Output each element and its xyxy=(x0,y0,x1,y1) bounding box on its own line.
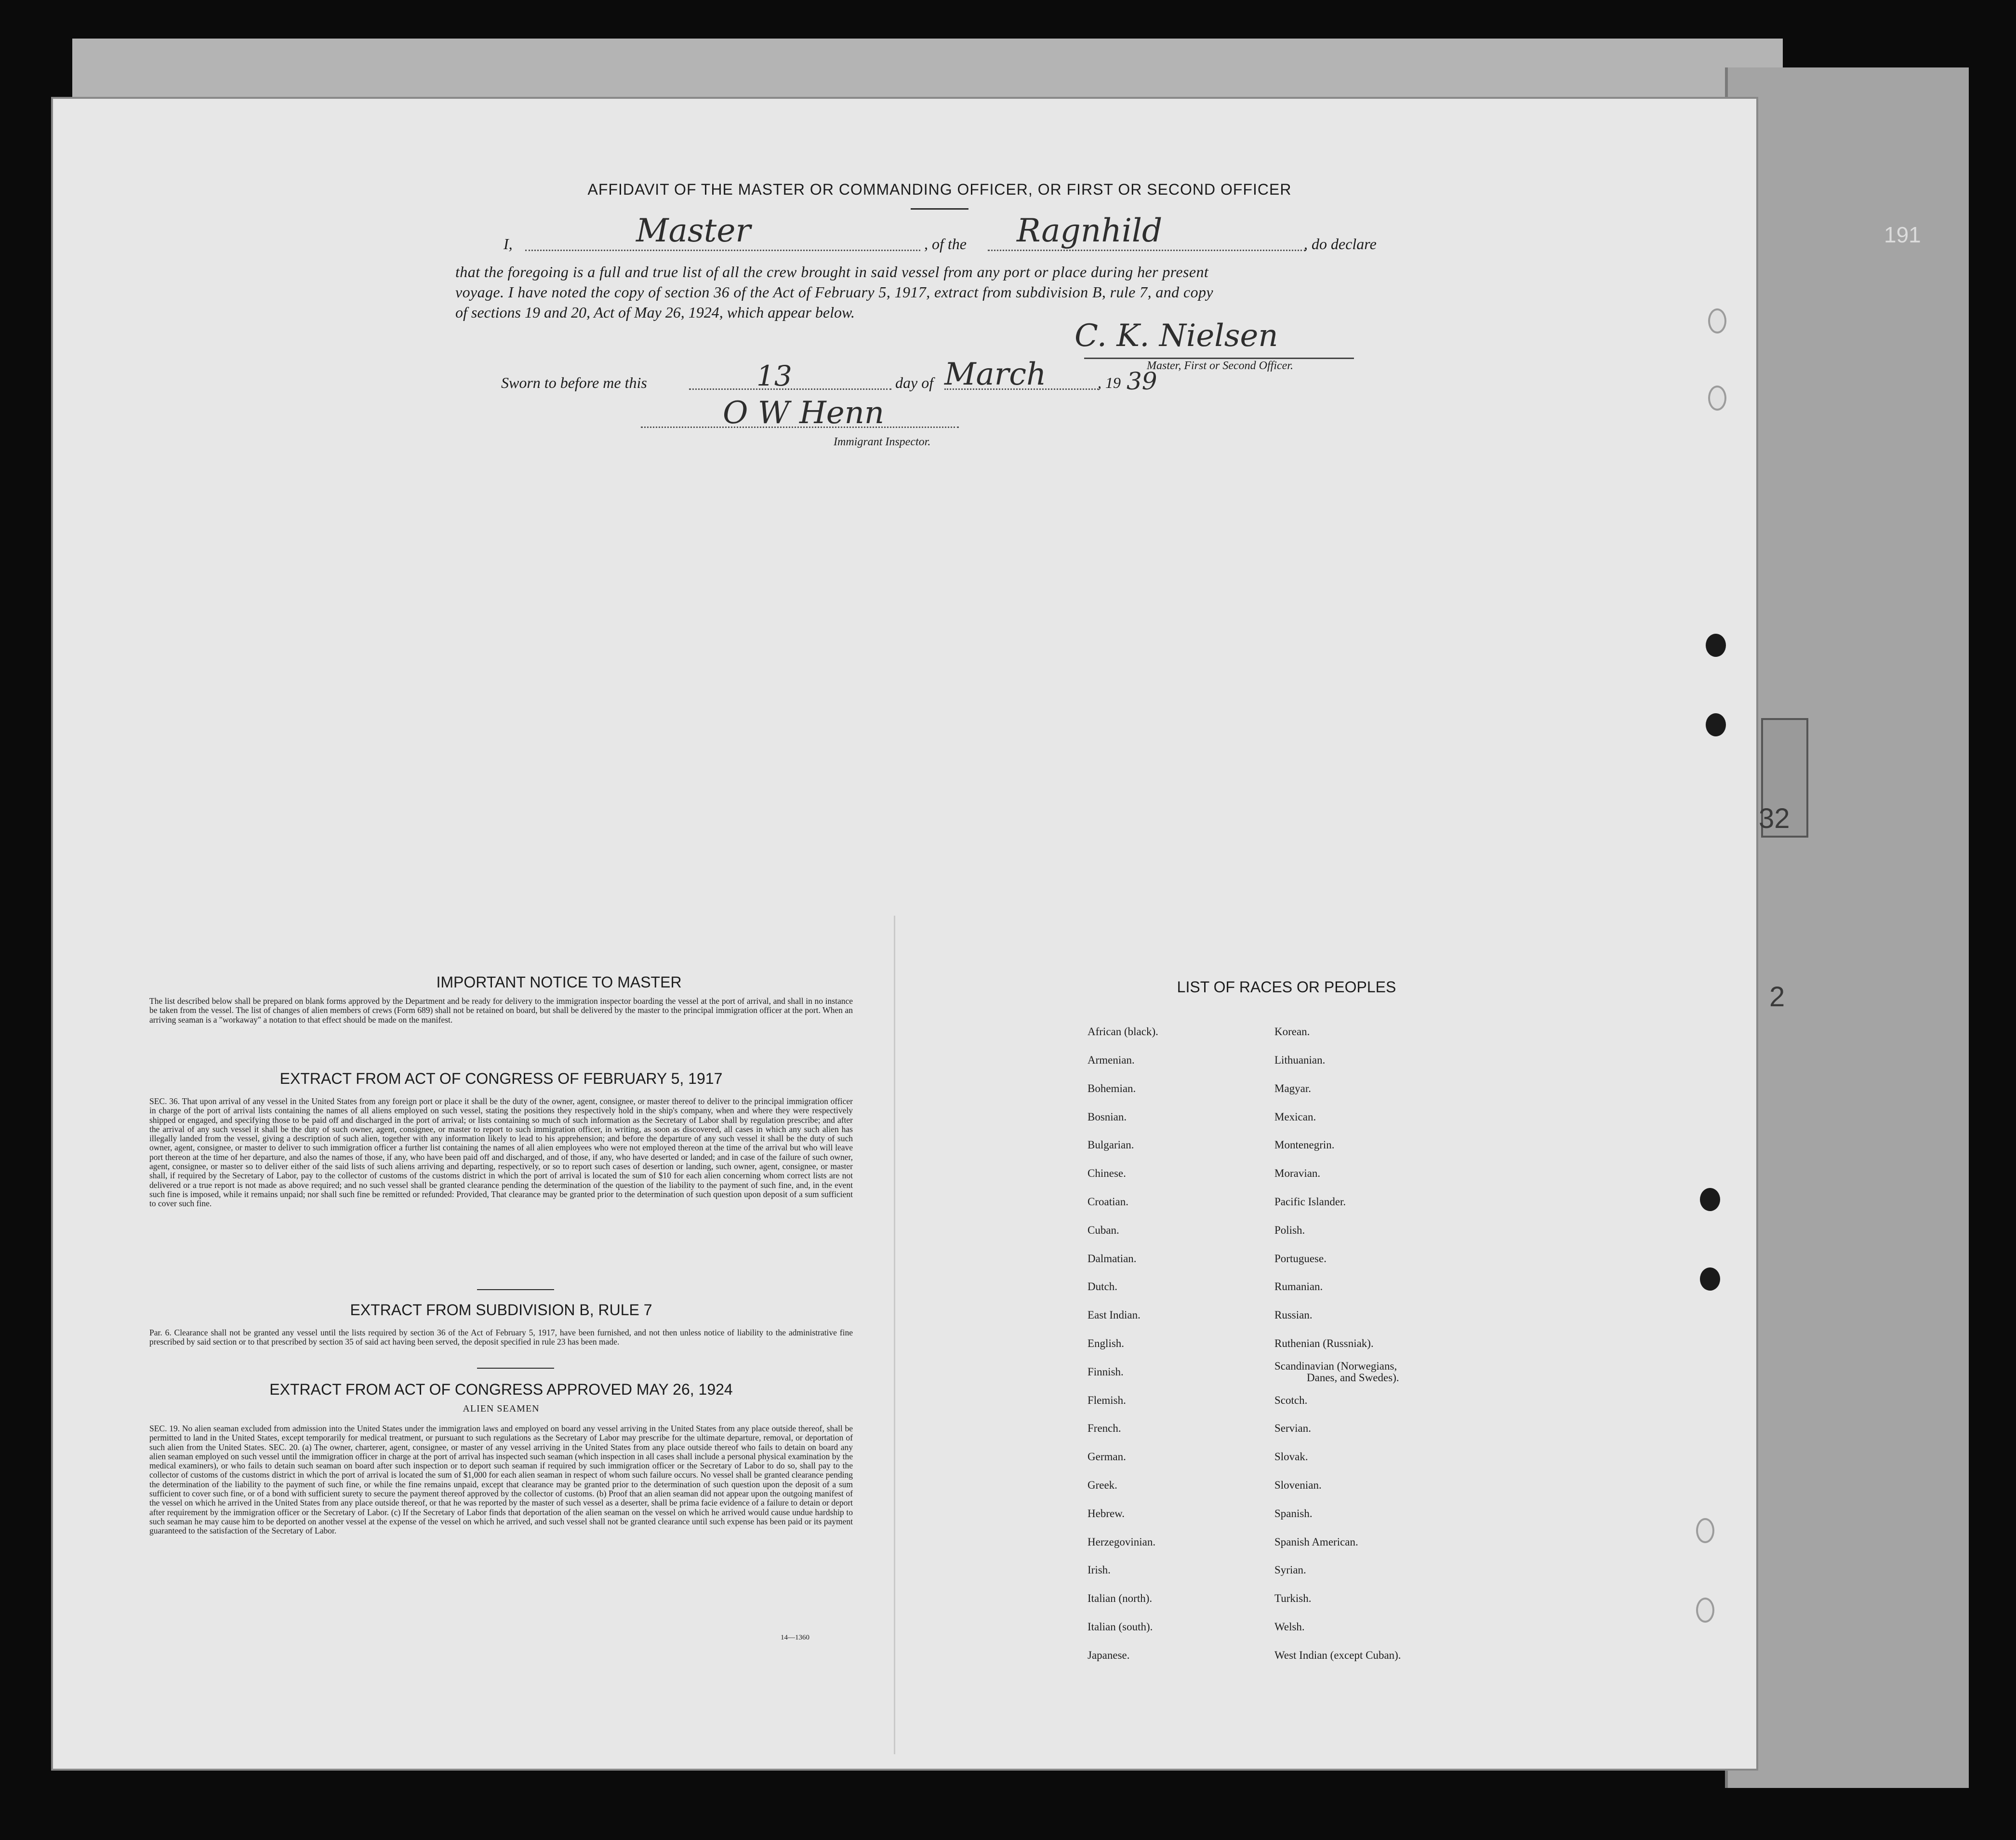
race-left: Dutch. xyxy=(1088,1280,1117,1293)
race-right: Magyar. xyxy=(1274,1082,1312,1094)
inspector-signature: O W Henn xyxy=(723,395,885,431)
race-left: Cuban. xyxy=(1088,1224,1119,1236)
race-left: Bulgarian. xyxy=(1088,1139,1134,1151)
underlying-sheet xyxy=(1725,67,1969,1788)
race-right: Scotch. xyxy=(1274,1394,1308,1406)
race-left: Hebrew. xyxy=(1088,1507,1125,1520)
race-left: Flemish. xyxy=(1088,1394,1126,1406)
race-left: German. xyxy=(1088,1451,1126,1463)
race-left: Bohemian. xyxy=(1088,1082,1136,1094)
race-right: Montenegrin. xyxy=(1274,1139,1335,1151)
stamp-number: 32 xyxy=(1759,803,1790,834)
punch-hole-icon xyxy=(1708,386,1726,411)
notice-title: IMPORTANT NOTICE TO MASTER xyxy=(436,973,682,991)
month-handwritten: March xyxy=(944,357,1047,392)
officer-rank-handwritten: Master xyxy=(636,212,751,249)
race-right: Lithuanian. xyxy=(1274,1054,1326,1066)
race-left: Greek. xyxy=(1088,1479,1117,1491)
race-right: Scandinavian (Norwegians, xyxy=(1274,1360,1397,1372)
day-of-label: day of xyxy=(895,374,934,391)
divider xyxy=(477,1368,554,1369)
race-right: Spanish. xyxy=(1274,1507,1313,1520)
race-right: Slovenian. xyxy=(1274,1479,1322,1491)
race-right: Turkish. xyxy=(1274,1592,1312,1604)
race-right: West Indian (except Cuban). xyxy=(1274,1649,1401,1661)
race-right: Polish. xyxy=(1274,1224,1305,1236)
race-left: Armenian. xyxy=(1088,1054,1135,1066)
i-label: I, xyxy=(504,235,513,253)
race-left: Herzegovinian. xyxy=(1088,1536,1156,1548)
race-right: Pacific Islander. xyxy=(1274,1196,1346,1208)
race-left: Italian (south). xyxy=(1088,1621,1153,1633)
title-underline xyxy=(911,208,968,210)
race-right: Slovak. xyxy=(1274,1451,1308,1463)
page-fold xyxy=(894,916,895,1754)
race-right: Russian. xyxy=(1274,1309,1313,1321)
race-left: East Indian. xyxy=(1088,1309,1141,1321)
divider xyxy=(477,1289,554,1290)
vessel-name-handwritten: Ragnhild xyxy=(1017,212,1163,249)
punch-hole-icon xyxy=(1696,1518,1714,1543)
extract-1924-body: SEC. 19. No alien seaman excluded from admission into the United States under the immigration laws and employed on board any vessel arriving in the United States from any place outside thereof, shall be permitted to land in the United States, except temporarily for medical treatment, or pursuant to such regulations as the Secretary of Labor may prescribe for the ultimate departure, removal, or deportation of such alien from the United States. SEC. 20. (a) The owner, charterer, agent, consignee, or master of any vessel arriving in the United States from any place outside thereof who fails to detain on board any alien seaman employed on such vessel until the immigration officer in charge at the port of arrival has inspected such seaman (which inspection in all cases shall include a personal physical examination by the medical examiners), or who fails to detain such seaman on board after such inspection or to deport such seaman if required by such immigration officer or the Secretary of Labor to do so, shall pay to the collector of customs of the customs district in which the port of arrival is located the sum of $1,000 for each alien seaman in respect of whom such failure occurs. No vessel shall be granted clearance pending the determination of the liability to the payment of such fine, or while the fine remains unpaid, except that clearance may be granted prior to the determination of such question upon the deposit of a sum sufficient to cover such fine, or of a bond with sufficient surety to secure the payment thereof approved by the collector of customs. (b) Proof that an alien seaman did not appear upon the outgoing manifest of the vessel on which he arrived in the United States from any place outside thereof, or that he was reported by the master of such vessel as a deserter, shall be prima facie evidence of a failure to detain or deport after requirement by the immigration officer or the Secretary of Labor. (c) If the Secretary of Labor finds that deportation of the alien seaman on the vessel on which he arrived would cause undue hardship to such seaman he may cause him to be deported on another vessel at the expense of the vessel on which he arrived, and such vessel shall not be granted clearance until such expense has been paid or its payment guaranteed to the satisfaction of the Secretary of Labor. xyxy=(149,1424,853,1536)
race-left: Japanese. xyxy=(1088,1649,1130,1661)
extract-rule7-body: Par. 6. Clearance shall not be granted any vessel until the lists required by section 36 of the Act of February 5, 1917, have been furnished, and not then unless notice of liability to the administrative fine prescribed by said section or to that prescribed by section 35 of said act having been served, the deposit specified in rule 23 has been made. xyxy=(149,1328,853,1347)
do-declare-label: , do declare xyxy=(1304,235,1377,253)
race-right: Servian. xyxy=(1274,1422,1312,1434)
of-the-label: , of the xyxy=(924,235,967,253)
inspector-line xyxy=(641,427,959,428)
affidavit-title: AFFIDAVIT OF THE MASTER OR COMMANDING OFFICER, OR FIRST OR SECOND OFFICER xyxy=(587,181,1292,198)
race-right: Ruthenian (Russniak). xyxy=(1274,1337,1374,1349)
race-left: Chinese. xyxy=(1088,1167,1126,1179)
races-title: LIST OF RACES OR PEOPLES xyxy=(1177,978,1396,996)
form-number: 14—1360 xyxy=(781,1634,809,1641)
inspector-caption: Immigrant Inspector. xyxy=(834,436,931,448)
stamp-number-2: 2 xyxy=(1769,981,1785,1013)
year-handwritten: 39 xyxy=(1127,367,1157,395)
punch-hole-icon xyxy=(1700,1188,1720,1211)
master-signature: C. K. Nielsen xyxy=(1074,318,1278,354)
extract-1924-title: EXTRACT FROM ACT OF CONGRESS APPROVED MAY 26, 1924 xyxy=(269,1381,733,1398)
rank-line xyxy=(525,250,920,251)
race-right: Welsh. xyxy=(1274,1621,1305,1633)
race-right: Mexican. xyxy=(1274,1111,1316,1123)
race-right: Syrian. xyxy=(1274,1564,1306,1576)
race-right: Portuguese. xyxy=(1274,1253,1326,1265)
race-left: Irish. xyxy=(1088,1564,1111,1576)
race-left: English. xyxy=(1088,1337,1125,1349)
punch-hole-icon xyxy=(1706,634,1726,657)
punch-hole-icon xyxy=(1696,1598,1714,1623)
extract-1917-body: SEC. 36. That upon arrival of any vessel in the United States from any foreign port or place it shall be the duty of the owner, agent, consignee, or master thereof to deliver to the principal immigration officer in charge of the port of arrival lists containing the names of all aliens employed on such vessel, stating the positions they respectively hold in the ship's company, when and where they were respectively shipped or engaged, and specifying those to be paid off and discharged in the port of arrival; or lists containing so much of such information as the Secretary of Labor shall by regulation prescribe; and after the arrival of any such vessel it shall be the duty of such owner, agent, consignee, or master to report to such immigration officer, in writing, as soon as discovered, all cases in which any such alien has illegally landed from the vessel, giving a description of such alien, together with any information likely to lead to his apprehension; and before the departure of any such vessel it shall be the duty of such owner, agent, consignee, or master to deliver to such immigration officer a further list containing the names of all alien employees who were not employed thereon at the time of the arrival but who will leave port thereon at the time of her departure, and also the names of those, if any, who have been paid off and discharged, and of those, if any, who have deserted or landed; and in case of the failure of such owner, agent, consignee, or master so to deliver either of the said lists of such aliens arriving and departing, respectively, or so to report such cases of desertion or landing, such owner, agent, consignee, or master shall, if required by the Secretary of Labor, pay to the collector of customs of the customs district in which the port of arrival is located the sum of $10 for each alien concerning whom correct lists are not delivered or a true report is not made as above required; and no such vessel shall be granted clearance pending the determination of the question of the liability to the payment of such fine, and, in the event such fine is imposed, while it remains unpaid; nor shall such fine be remitted or refunded: Provided, That clearance may be granted prior to the determination of such question upon deposit of a sum sufficient to cover such fine. xyxy=(149,1097,853,1209)
day-handwritten: 13 xyxy=(756,360,792,392)
punch-hole-icon xyxy=(1706,713,1726,736)
affidavit-text-line2: voyage. I have noted the copy of section 36 of the Act of February 5, 1917, extract from subdivision B, rule 7, and copy xyxy=(455,283,1213,301)
affidavit-text-line3: of sections 19 and 20, Act of May 26, 1924, which appear below. xyxy=(455,304,855,321)
year-prefix: , 19 xyxy=(1098,374,1121,391)
race-right: Korean. xyxy=(1274,1026,1310,1038)
race-right-continuation: Danes, and Swedes). xyxy=(1307,1372,1399,1384)
vessel-line xyxy=(988,250,1306,251)
punch-hole-icon xyxy=(1708,308,1726,333)
race-left: Bosnian. xyxy=(1088,1111,1127,1123)
sworn-label: Sworn to before me this xyxy=(501,374,647,391)
race-left: Croatian. xyxy=(1088,1196,1128,1208)
punch-hole-icon xyxy=(1700,1267,1720,1291)
page-number: 191 xyxy=(1884,222,1921,247)
signature-line xyxy=(1084,358,1354,359)
race-left: Finnish. xyxy=(1088,1366,1124,1378)
extract-1917-title: EXTRACT FROM ACT OF CONGRESS OF FEBRUARY 5, 1917 xyxy=(279,1070,723,1087)
race-right: Spanish American. xyxy=(1274,1536,1358,1548)
extract-rule7-title: EXTRACT FROM SUBDIVISION B, RULE 7 xyxy=(350,1301,652,1319)
signature-caption: Master, First or Second Officer. xyxy=(1147,360,1293,372)
race-right: Rumanian. xyxy=(1274,1280,1323,1293)
notice-body: The list described below shall be prepared on blank forms approved by the Department and be ready for delivery to the immigration inspector boarding the vessel at the port of arrival, and shall in no instance be taken from the vessel. The list of changes of alien members of crews (Form 689) shall not be retained on board, but shall be delivered by the master to the principal immigration officer at the port. When an arriving seaman is a "workaway" a notation to that effect should be made on the manifest. xyxy=(149,997,853,1025)
race-left: French. xyxy=(1088,1422,1121,1434)
race-left: African (black). xyxy=(1088,1026,1158,1038)
race-right: Moravian. xyxy=(1274,1167,1321,1179)
race-left: Italian (north). xyxy=(1088,1592,1153,1604)
extract-1924-subtitle: ALIEN SEAMEN xyxy=(463,1403,540,1414)
race-left: Dalmatian. xyxy=(1088,1253,1137,1265)
affidavit-text-line1: that the foregoing is a full and true list of all the crew brought in said vessel from any port or place during her present xyxy=(455,263,1209,280)
